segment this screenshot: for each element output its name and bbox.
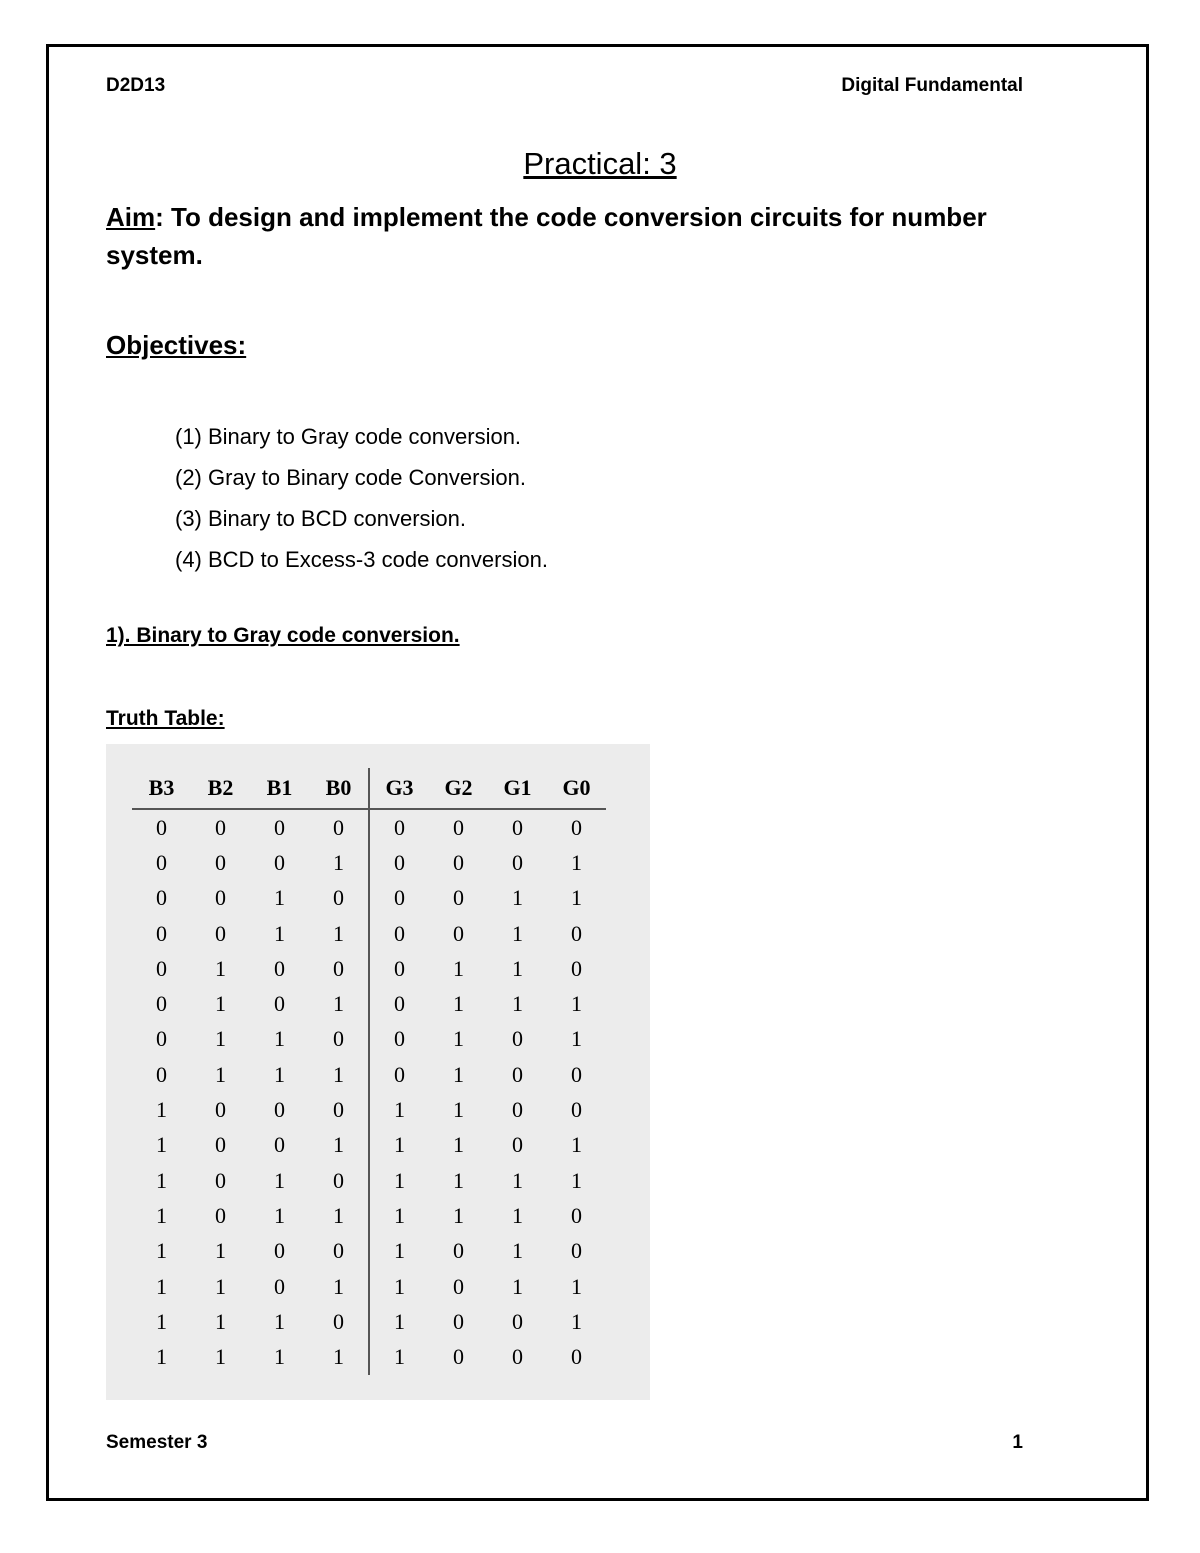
- footer-semester: Semester 3: [106, 1432, 208, 1453]
- table-cell: 1: [215, 991, 226, 1017]
- table-row: [132, 1304, 606, 1339]
- table-cell: 0: [512, 1097, 523, 1123]
- table-cell: 0: [571, 1344, 582, 1370]
- table-cell: 0: [333, 955, 344, 981]
- table-row: [132, 845, 606, 880]
- table-cell: 0: [369, 845, 429, 880]
- table-row: [132, 951, 606, 986]
- table-cell: 0: [156, 920, 167, 946]
- table-cell: 0: [215, 920, 226, 946]
- table-cell: 1: [512, 1238, 523, 1264]
- page-title: [0, 146, 1200, 182]
- table-cell: 1: [333, 1273, 344, 1299]
- column-header: G0: [547, 768, 606, 809]
- truth-table-heading: Truth Table:: [106, 707, 225, 730]
- page-title-text: Practical: 3: [523, 146, 677, 181]
- table-cell: 0: [512, 814, 523, 840]
- table-cell: 0: [333, 1308, 344, 1334]
- table-cell: 0: [156, 814, 167, 840]
- table-row: [132, 986, 606, 1021]
- section-heading-binary-to-gray: 1). Binary to Gray code conversion.: [106, 624, 460, 647]
- table-cell: 0: [156, 849, 167, 875]
- table-cell: 1: [215, 1308, 226, 1334]
- table-cell: 0: [453, 1308, 464, 1334]
- table-cell: 0: [369, 809, 429, 845]
- truth-table: [132, 768, 606, 1375]
- table-cell: 0: [369, 1022, 429, 1057]
- table-cell: 1: [274, 1167, 285, 1193]
- table-cell: 0: [333, 885, 344, 911]
- table-cell: 0: [333, 1097, 344, 1123]
- table-cell: 0: [274, 1132, 285, 1158]
- table-cell: 1: [156, 1344, 167, 1370]
- table-cell: 0: [333, 1238, 344, 1264]
- table-cell: 0: [369, 951, 429, 986]
- table-cell: 1: [453, 991, 464, 1017]
- table-cell: 1: [453, 1167, 464, 1193]
- table-cell: 1: [333, 991, 344, 1017]
- table-cell: 1: [156, 1202, 167, 1228]
- table-cell: 0: [274, 849, 285, 875]
- table-cell: 1: [156, 1097, 167, 1123]
- table-cell: 0: [571, 920, 582, 946]
- table-cell: 1: [156, 1132, 167, 1158]
- table-cell: 1: [571, 849, 582, 875]
- table-cell: 0: [512, 1061, 523, 1087]
- table-cell: 0: [274, 1097, 285, 1123]
- table-cell: 0: [215, 814, 226, 840]
- table-cell: 1: [453, 1097, 464, 1123]
- table-cell: 0: [156, 885, 167, 911]
- table-cell: 0: [274, 1238, 285, 1264]
- truth-table-header-row: [132, 768, 606, 809]
- table-cell: 1: [215, 955, 226, 981]
- column-header: B1: [250, 768, 309, 809]
- table-cell: 0: [156, 991, 167, 1017]
- table-cell: 0: [215, 1132, 226, 1158]
- objective-item: (2) Gray to Binary code Conversion.: [175, 465, 526, 490]
- table-cell: 1: [215, 1344, 226, 1370]
- table-cell: 0: [156, 1026, 167, 1052]
- table-cell: 0: [512, 1026, 523, 1052]
- table-cell: 0: [274, 991, 285, 1017]
- header-course-code: D2D13: [106, 75, 166, 96]
- table-cell: 0: [215, 1167, 226, 1193]
- table-row: [132, 1269, 606, 1304]
- table-cell: 1: [571, 991, 582, 1017]
- table-cell: 1: [215, 1061, 226, 1087]
- table-cell: 1: [369, 1128, 429, 1163]
- column-header: B3: [132, 768, 191, 809]
- table-cell: 1: [215, 1273, 226, 1299]
- table-cell: 1: [215, 1026, 226, 1052]
- table-cell: 1: [512, 955, 523, 981]
- table-cell: 0: [215, 1202, 226, 1228]
- column-header: G1: [488, 768, 547, 809]
- objective-item: (3) Binary to BCD conversion.: [175, 506, 466, 531]
- table-cell: 1: [512, 1273, 523, 1299]
- table-cell: 1: [571, 1026, 582, 1052]
- table-cell: 0: [333, 814, 344, 840]
- column-header: B0: [309, 768, 369, 809]
- table-cell: 1: [156, 1167, 167, 1193]
- table-cell: 1: [333, 1202, 344, 1228]
- table-cell: 0: [369, 916, 429, 951]
- table-cell: 0: [369, 1057, 429, 1092]
- table-cell: 1: [453, 1026, 464, 1052]
- table-cell: 0: [369, 986, 429, 1021]
- table-cell: 1: [571, 1308, 582, 1334]
- table-cell: 1: [512, 885, 523, 911]
- table-cell: 1: [274, 1061, 285, 1087]
- objective-item: (1) Binary to Gray code conversion.: [175, 424, 522, 449]
- table-cell: 0: [369, 881, 429, 916]
- table-cell: 1: [274, 885, 285, 911]
- table-cell: 0: [453, 814, 464, 840]
- table-cell: 0: [571, 1061, 582, 1087]
- table-cell: 1: [333, 920, 344, 946]
- table-row: [132, 809, 606, 845]
- table-cell: 1: [274, 920, 285, 946]
- aim-paragraph: [106, 198, 1066, 274]
- table-cell: 1: [571, 885, 582, 911]
- table-cell: 0: [215, 885, 226, 911]
- table-cell: 1: [274, 1026, 285, 1052]
- table-cell: 1: [274, 1344, 285, 1370]
- table-cell: 1: [512, 1167, 523, 1193]
- table-row: [132, 1234, 606, 1269]
- table-cell: 0: [571, 1238, 582, 1264]
- table-cell: 0: [453, 920, 464, 946]
- objectives-list: [175, 416, 548, 580]
- table-cell: 0: [453, 1238, 464, 1264]
- table-cell: 1: [512, 991, 523, 1017]
- table-cell: 0: [512, 849, 523, 875]
- table-cell: 1: [274, 1202, 285, 1228]
- table-row: [132, 916, 606, 951]
- header-subject: Digital Fundamental: [841, 75, 1023, 96]
- table-cell: 1: [512, 1202, 523, 1228]
- table-cell: 0: [156, 1061, 167, 1087]
- table-cell: 1: [453, 1061, 464, 1087]
- table-row: [132, 1092, 606, 1127]
- table-cell: 0: [571, 955, 582, 981]
- aim-text: : To design and implement the code conversion circuits for number system.: [106, 202, 987, 270]
- table-cell: 1: [369, 1198, 429, 1233]
- table-row: [132, 1198, 606, 1233]
- column-header: G3: [369, 768, 429, 809]
- table-cell: 1: [453, 955, 464, 981]
- aim-label: Aim: [106, 202, 156, 232]
- table-cell: 0: [512, 1132, 523, 1158]
- table-cell: 0: [274, 814, 285, 840]
- table-cell: 1: [215, 1238, 226, 1264]
- table-cell: 0: [156, 955, 167, 981]
- table-cell: 0: [571, 814, 582, 840]
- table-cell: 1: [571, 1132, 582, 1158]
- table-cell: 1: [571, 1167, 582, 1193]
- table-cell: 1: [512, 920, 523, 946]
- table-cell: 1: [333, 849, 344, 875]
- table-cell: 1: [369, 1304, 429, 1339]
- table-cell: 1: [453, 1132, 464, 1158]
- table-row: [132, 1339, 606, 1374]
- table-row: [132, 1163, 606, 1198]
- table-cell: 1: [333, 1132, 344, 1158]
- column-header: B2: [191, 768, 250, 809]
- table-row: [132, 881, 606, 916]
- page-number: 1: [1012, 1432, 1023, 1453]
- table-cell: 1: [333, 1061, 344, 1087]
- table-cell: 1: [453, 1202, 464, 1228]
- table-cell: 0: [453, 849, 464, 875]
- table-cell: 1: [156, 1238, 167, 1264]
- table-cell: 0: [333, 1167, 344, 1193]
- table-cell: 0: [453, 1344, 464, 1370]
- table-cell: 1: [156, 1273, 167, 1299]
- table-cell: 1: [369, 1339, 429, 1374]
- table-cell: 1: [369, 1269, 429, 1304]
- table-cell: 0: [274, 955, 285, 981]
- table-cell: 1: [369, 1092, 429, 1127]
- table-cell: 1: [156, 1308, 167, 1334]
- table-cell: 0: [215, 849, 226, 875]
- objectives-heading: Objectives:: [106, 330, 247, 360]
- table-cell: 1: [369, 1234, 429, 1269]
- column-header: G2: [429, 768, 488, 809]
- table-cell: 0: [571, 1202, 582, 1228]
- table-cell: 1: [571, 1273, 582, 1299]
- table-cell: 0: [215, 1097, 226, 1123]
- table-cell: 0: [571, 1097, 582, 1123]
- table-row: [132, 1022, 606, 1057]
- table-cell: 0: [274, 1273, 285, 1299]
- table-row: [132, 1128, 606, 1163]
- table-cell: 0: [512, 1308, 523, 1334]
- objective-item: (4) BCD to Excess-3 code conversion.: [175, 547, 548, 572]
- table-row: [132, 1057, 606, 1092]
- table-cell: 0: [453, 1273, 464, 1299]
- table-cell: 0: [333, 1026, 344, 1052]
- table-cell: 1: [274, 1308, 285, 1334]
- table-cell: 1: [369, 1163, 429, 1198]
- table-cell: 0: [512, 1344, 523, 1370]
- table-cell: 0: [453, 885, 464, 911]
- table-cell: 1: [333, 1344, 344, 1370]
